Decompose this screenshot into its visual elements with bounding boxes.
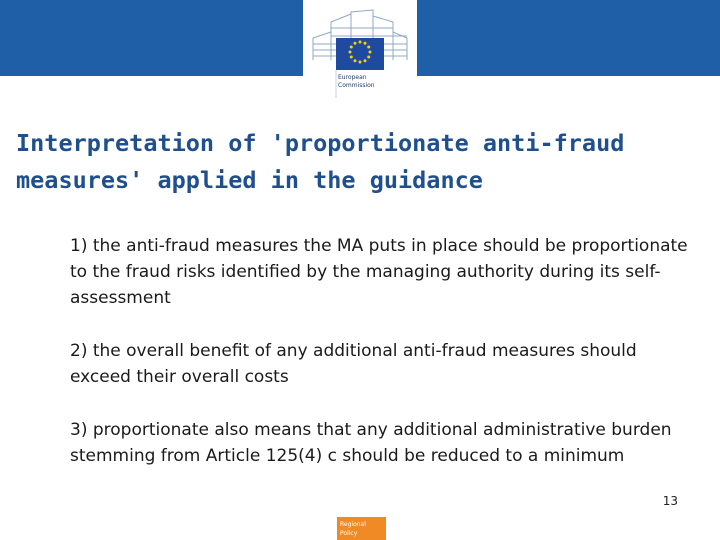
point-2: 2) the overall benefit of any additional anti-fraud measures should exceed their overall costs [70, 341, 637, 387]
regional-policy-tag [337, 517, 386, 540]
logo-line-european: European [338, 74, 367, 81]
slide-title: Interpretation of 'proportionate anti-fraud measures' applied in the guidance [16, 129, 625, 194]
logo-line-commission: Commission [338, 82, 375, 89]
logo-text [338, 74, 375, 90]
point-1: 1) the anti-fraud measures the MA puts in place should be proportionate to the fraud risks identified by the managing authority during its self-assessment [70, 236, 688, 308]
european-commission-logo [303, 0, 417, 102]
point-list [70, 233, 700, 496]
tag-line-policy: Policy [340, 530, 358, 537]
tag-line-regional: Regional [340, 521, 366, 528]
page-number: 13 [662, 494, 678, 508]
point-3: 3) proportionate also means that any additional administrative burden stemming from Article 125(4) c should be reduced to a minimum [70, 420, 672, 466]
